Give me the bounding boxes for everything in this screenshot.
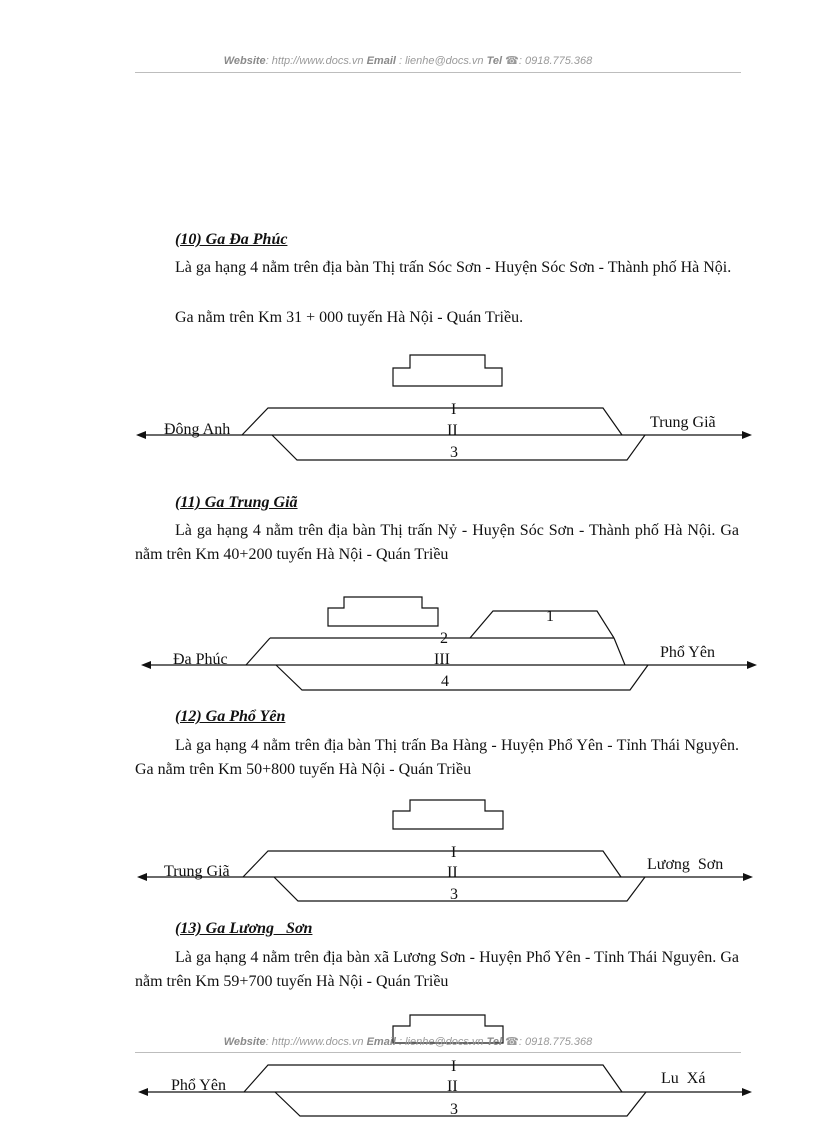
- section-paragraph-10a: Là ga hạng 4 nằm trên địa bàn Thị trấn Sóc Sơn - Huyện Sóc Sơn - Thành phố Hà Nội.: [175, 259, 732, 276]
- track-1: [243, 851, 621, 877]
- station-right: Phổ Yên: [660, 644, 715, 661]
- track-label-3: 3: [450, 1101, 458, 1118]
- track-3-side: [246, 638, 270, 665]
- arrow-left: [138, 1088, 148, 1096]
- arrow-right: [743, 873, 753, 881]
- station-left: Đông Anh: [164, 421, 231, 438]
- arrow-right: [747, 661, 757, 669]
- section-paragraph-10b: Ga nằm trên Km 31 + 000 tuyến Hà Nội - Quán Triều.: [175, 309, 524, 326]
- arrow-left: [137, 873, 147, 881]
- track-label-1: I: [451, 844, 457, 861]
- website-value: : http://www.docs.vn: [265, 55, 364, 67]
- station-building: [393, 355, 502, 386]
- section-heading-11: (11) Ga Trung Giã: [175, 494, 298, 511]
- tel-label: Tel: [486, 1036, 503, 1048]
- track-1: [470, 611, 614, 638]
- section-paragraph-12: Là ga hạng 4 nằm trên địa bàn Thị trấn Ba Hàng - Huyện Phổ Yên - Tỉnh Thái Nguyên. Ga nằm trên Km 50+800 tuyến Hà Nội - Quán Triều: [135, 737, 739, 778]
- email-value: : lienhe@docs.vn: [399, 55, 484, 67]
- track-label-1: I: [451, 401, 457, 418]
- track-label-4: 4: [441, 673, 449, 690]
- track-label-3: III: [434, 651, 450, 668]
- header-rule: [135, 72, 741, 73]
- station-diagram-12: [0, 795, 816, 915]
- tel-value: : 0918.775.368: [518, 1036, 593, 1048]
- station-right: Trung Giã: [650, 414, 716, 431]
- arrow-right: [742, 431, 752, 439]
- section-heading-10: (10) Ga Đa Phúc: [175, 231, 288, 248]
- email-value: : lienhe@docs.vn: [399, 1036, 484, 1048]
- station-building: [393, 800, 503, 829]
- tel-value: : 0918.775.368: [518, 55, 593, 67]
- station-diagram-13: [0, 1010, 816, 1120]
- email-label: Email: [366, 55, 396, 67]
- station-left: Đa Phúc: [173, 651, 228, 668]
- station-right: Lu Xá: [661, 1070, 706, 1087]
- station-left: Trung Giã: [164, 863, 230, 880]
- track-label-3: 3: [450, 444, 458, 461]
- track-label-1: I: [451, 1058, 457, 1075]
- track-1: [244, 1065, 622, 1092]
- section-heading-12: (12) Ga Phổ Yên: [175, 708, 286, 725]
- station-left: Phổ Yên: [171, 1077, 226, 1094]
- email-label: Email: [366, 1036, 396, 1048]
- tel-label: Tel: [486, 55, 503, 67]
- station-building: [328, 597, 438, 626]
- track-3: [272, 435, 645, 460]
- track-1-tail: [614, 638, 625, 665]
- phone-icon: ☎: [505, 55, 519, 67]
- track-label-3: 3: [450, 886, 458, 903]
- section-paragraph-13: Là ga hạng 4 nằm trên địa bàn xã Lương Sơn - Huyện Phổ Yên - Tỉnh Thái Nguyên. Ga nằm trên Km 59+700 tuyến Hà Nội - Quán Triều: [135, 949, 739, 990]
- page-header: [0, 54, 816, 67]
- track-label-2: 2: [440, 630, 448, 647]
- track-label-2: II: [447, 1078, 458, 1095]
- station-diagram-11: [0, 590, 816, 700]
- section-heading-13: (13) Ga Lương Sơn: [175, 920, 313, 937]
- track-3: [274, 877, 645, 901]
- track-1: [242, 408, 622, 435]
- track-4: [276, 665, 648, 690]
- section-paragraph-11: Là ga hạng 4 nằm trên địa bàn Thị trấn Nỷ - Huyện Sóc Sơn - Thành phố Hà Nội. Ga nằm trên Km 40+200 tuyến Hà Nội - Quán Triều: [135, 522, 739, 563]
- arrow-left: [141, 661, 151, 669]
- website-label: Website: [223, 1036, 266, 1048]
- phone-icon: ☎: [505, 1036, 519, 1048]
- footer-rule: [135, 1052, 741, 1053]
- track-3: [275, 1092, 646, 1116]
- website-label: Website: [223, 55, 266, 67]
- arrow-right: [742, 1088, 752, 1096]
- arrow-left: [136, 431, 146, 439]
- station-right: Lương Sơn: [647, 856, 724, 873]
- page-footer: [0, 1035, 816, 1048]
- track-label-1: 1: [546, 608, 554, 625]
- track-label-2: II: [447, 422, 458, 439]
- website-value: : http://www.docs.vn: [265, 1036, 364, 1048]
- station-diagram-10: [0, 350, 816, 480]
- track-label-2: II: [447, 864, 458, 881]
